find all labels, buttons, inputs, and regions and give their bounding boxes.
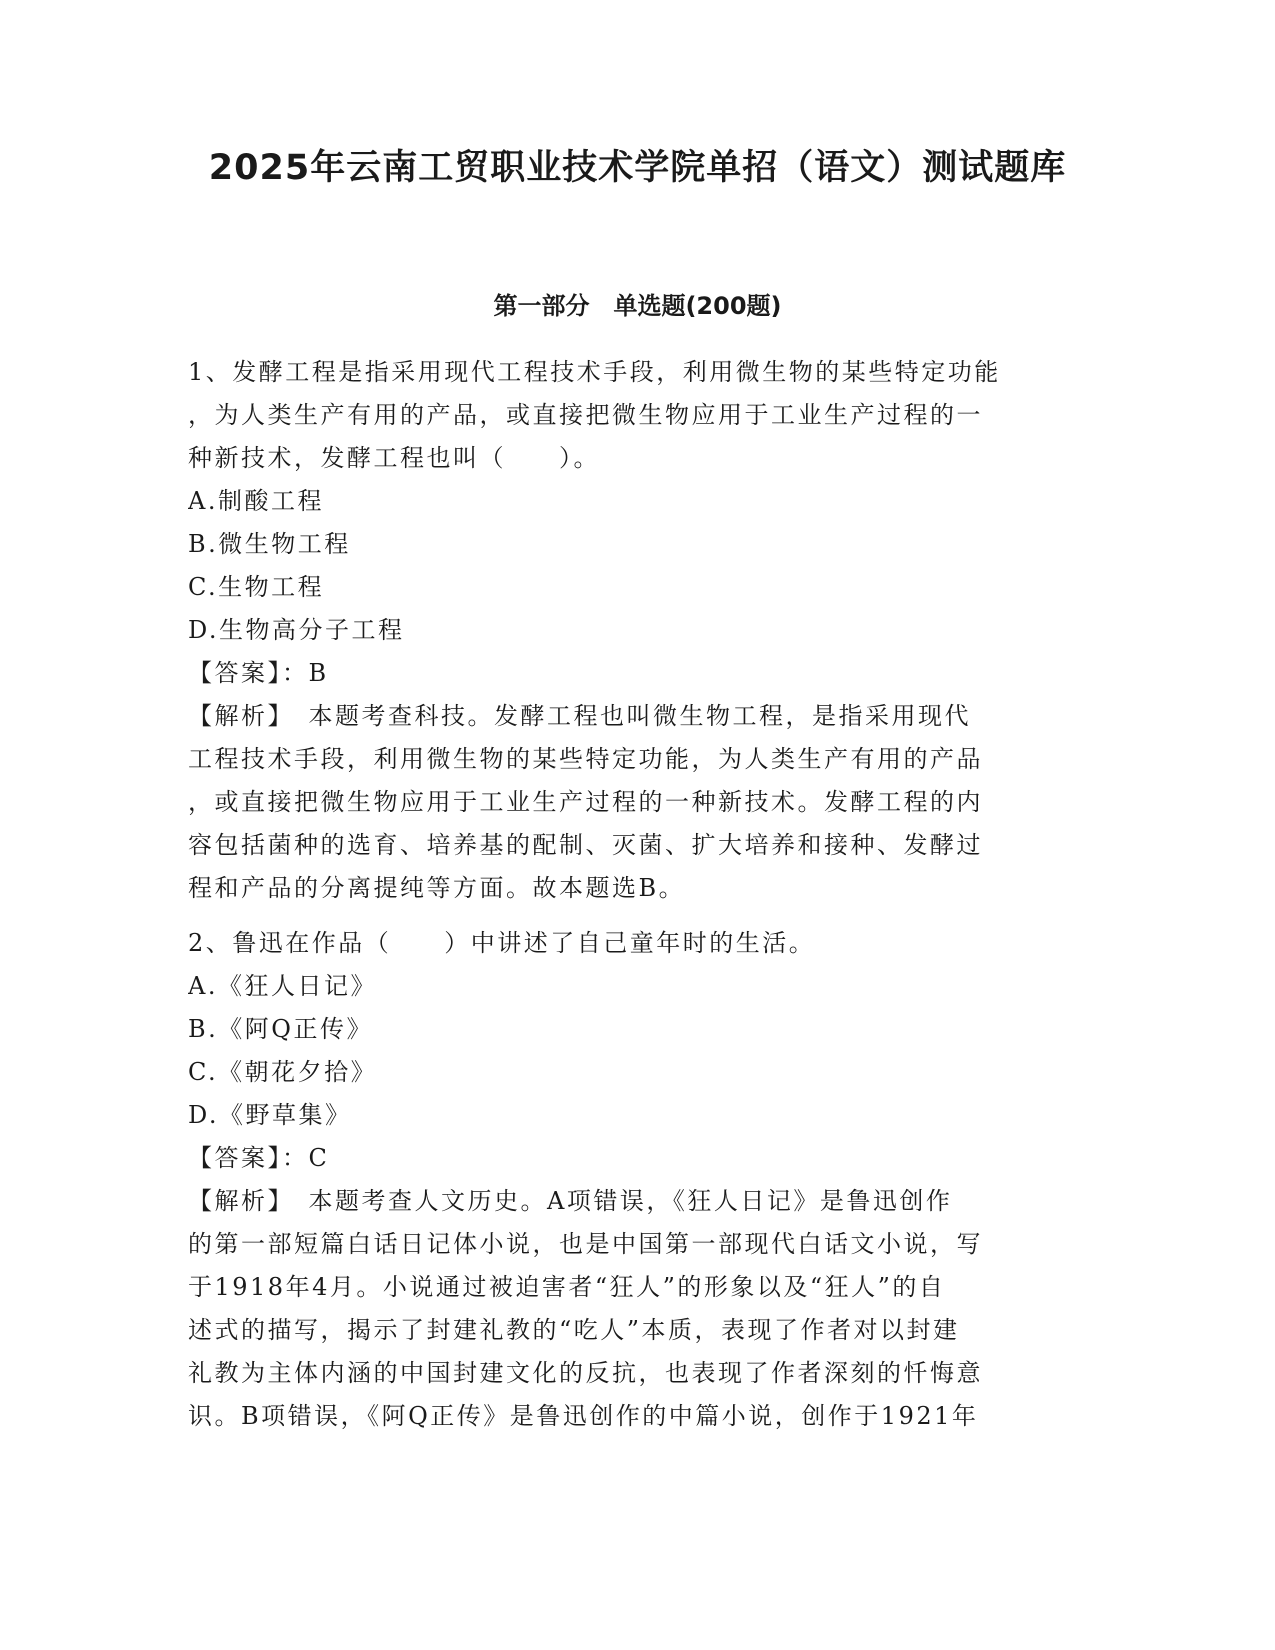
analysis-line: ，或直接把微生物应用于工业生产过程的一种新技术。发酵工程的内 xyxy=(188,788,983,816)
analysis-line: 识。B项错误，《阿Q正传》是鲁迅创作的中篇小说，创作于1921年 xyxy=(188,1402,979,1430)
analysis-line: 述式的描写，揭示了封建礼教的“吃人”本质，表现了作者对以封建 xyxy=(188,1316,960,1344)
option-b: B.微生物工程 xyxy=(188,530,351,558)
option-d: D.生物高分子工程 xyxy=(188,616,405,644)
question-spacer xyxy=(188,910,1068,922)
option-a: A.《狂人日记》 xyxy=(188,972,377,1000)
option-d: D.《野草集》 xyxy=(188,1101,352,1129)
option-b: B.《阿Q正传》 xyxy=(188,1015,373,1043)
analysis-line: 程和产品的分离提纯等方面。故本题选B。 xyxy=(188,874,686,902)
analysis-line: 容包括菌种的选育、培养基的配制、灭菌、扩大培养和接种、发酵过 xyxy=(188,831,983,859)
question-stem-line: ，为人类生产有用的产品，或直接把微生物应用于工业生产过程的一 xyxy=(188,401,983,429)
analysis-line: 于1918年4月。小说通过被迫害者“狂人”的形象以及“狂人”的自 xyxy=(188,1273,946,1301)
answer: 【答案】：C xyxy=(188,1144,330,1172)
analysis-line: 的第一部短篇白话日记体小说，也是中国第一部现代白话文小说，写 xyxy=(188,1230,983,1258)
question-stem-line: 1、发酵工程是指采用现代工程技术手段，利用微生物的某些特定功能 xyxy=(188,358,1001,386)
section-title: 第一部分 单选题(200题) xyxy=(493,292,782,320)
analysis-line: 【解析】 本题考查人文历史。A项错误，《狂人日记》是鲁迅创作 xyxy=(188,1187,953,1215)
question-2 xyxy=(188,922,1068,1438)
answer: 【答案】：B xyxy=(188,659,329,687)
analysis-line: 礼教为主体内涵的中国封建文化的反抗，也表现了作者深刻的忏悔意 xyxy=(188,1359,983,1387)
option-c: C.生物工程 xyxy=(188,573,325,601)
analysis-line: 工程技术手段，利用微生物的某些特定功能，为人类生产有用的产品 xyxy=(188,745,983,773)
question-1 xyxy=(188,351,1068,910)
document-title: 2025年云南工贸职业技术学院单招（语文）测试题库 xyxy=(208,148,1067,188)
option-a: A.制酸工程 xyxy=(188,487,324,515)
question-list xyxy=(188,351,1068,1438)
option-c: C.《朝花夕拾》 xyxy=(188,1058,378,1086)
analysis-line: 【解析】 本题考查科技。发酵工程也叫微生物工程，是指采用现代 xyxy=(188,702,971,730)
question-stem-line: 2、鲁迅在作品（ ）中讲述了自己童年时的生活。 xyxy=(188,929,816,957)
question-stem-line: 种新技术，发酵工程也叫（ ）。 xyxy=(188,444,600,472)
